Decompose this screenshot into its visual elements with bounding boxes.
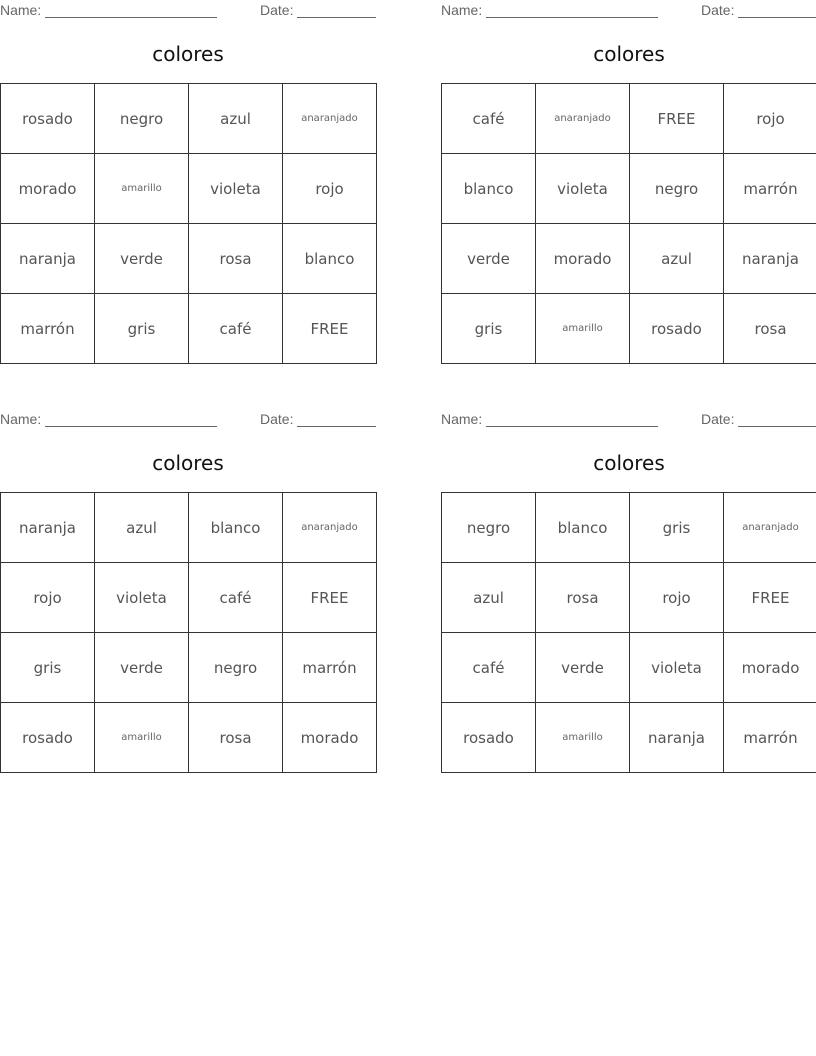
bingo-cell: blanco (442, 154, 536, 224)
bingo-cell: rosa (189, 703, 283, 773)
bingo-grid (441, 83, 816, 364)
grid-row (1, 493, 377, 563)
bingo-grid (0, 492, 377, 773)
bingo-cell: rojo (724, 84, 816, 154)
bingo-cell: morado (536, 224, 630, 294)
bingo-cell: violeta (630, 633, 724, 703)
bingo-cell: azul (442, 563, 536, 633)
grid-row (1, 633, 377, 703)
bingo-cell: marrón (283, 633, 377, 703)
bingo-cell: blanco (189, 493, 283, 563)
bingo-cell: morado (1, 154, 95, 224)
date-label: Date: (260, 411, 294, 427)
bingo-cell: marrón (1, 294, 95, 364)
bingo-cell: violeta (536, 154, 630, 224)
bingo-cell: FREE (630, 84, 724, 154)
bingo-card-1 (0, 0, 376, 372)
bingo-cell: gris (630, 493, 724, 563)
bingo-cell: rosa (724, 294, 816, 364)
bingo-cell: azul (189, 84, 283, 154)
bingo-cell: rosado (1, 703, 95, 773)
grid-row (442, 154, 816, 224)
bingo-cell: anaranjado (536, 84, 630, 154)
bingo-cell: marrón (724, 703, 816, 773)
grid-row (442, 224, 816, 294)
bingo-cell: amarillo (536, 703, 630, 773)
bingo-cell: verde (536, 633, 630, 703)
card-header (0, 411, 376, 429)
bingo-cell: rojo (283, 154, 377, 224)
bingo-card-4 (441, 409, 816, 781)
grid-row (1, 84, 377, 154)
bingo-cell: anaranjado (283, 84, 377, 154)
grid-row (442, 703, 816, 773)
date-label: Date: (260, 2, 294, 18)
date-field[interactable] (297, 426, 376, 427)
bingo-cell: rosado (1, 84, 95, 154)
bingo-cell: negro (95, 84, 189, 154)
bingo-cell: verde (442, 224, 536, 294)
date-field[interactable] (297, 17, 376, 18)
bingo-cell: rosado (442, 703, 536, 773)
bingo-cell: FREE (283, 294, 377, 364)
date-field[interactable] (738, 426, 816, 427)
bingo-cell: gris (1, 633, 95, 703)
grid-row (442, 493, 816, 563)
bingo-cell: café (442, 84, 536, 154)
card-header (0, 2, 376, 20)
name-label: Name: (0, 411, 42, 427)
name-label: Name: (441, 2, 483, 18)
bingo-cell: rojo (630, 563, 724, 633)
grid-row (1, 224, 377, 294)
bingo-cell: rosa (536, 563, 630, 633)
card-title: colores (152, 451, 224, 475)
grid-row (1, 294, 377, 364)
grid-row (442, 294, 816, 364)
bingo-cell: rojo (1, 563, 95, 633)
name-label: Name: (0, 2, 42, 18)
bingo-cell: naranja (1, 224, 95, 294)
bingo-cell: azul (630, 224, 724, 294)
grid-row (1, 154, 377, 224)
bingo-card-2 (441, 0, 816, 372)
date-label: Date: (701, 2, 735, 18)
bingo-cell: verde (95, 224, 189, 294)
bingo-cell: naranja (1, 493, 95, 563)
bingo-cell: amarillo (95, 154, 189, 224)
bingo-cell: negro (630, 154, 724, 224)
bingo-cell: amarillo (536, 294, 630, 364)
grid-row (1, 563, 377, 633)
bingo-cell: morado (283, 703, 377, 773)
bingo-cell: café (442, 633, 536, 703)
bingo-cell: blanco (283, 224, 377, 294)
bingo-cell: gris (95, 294, 189, 364)
grid-row (442, 563, 816, 633)
grid-row (442, 633, 816, 703)
bingo-cell: FREE (283, 563, 377, 633)
bingo-cell: violeta (189, 154, 283, 224)
bingo-cell: naranja (630, 703, 724, 773)
name-field[interactable] (486, 426, 658, 427)
date-label: Date: (701, 411, 735, 427)
date-field[interactable] (738, 17, 816, 18)
name-field[interactable] (45, 426, 217, 427)
bingo-cell: café (189, 294, 283, 364)
bingo-cell: azul (95, 493, 189, 563)
bingo-cell: FREE (724, 563, 816, 633)
bingo-cell: negro (189, 633, 283, 703)
card-title: colores (593, 42, 665, 66)
bingo-cell: rosado (630, 294, 724, 364)
name-field[interactable] (45, 17, 217, 18)
bingo-cell: anaranjado (724, 493, 816, 563)
bingo-cell: anaranjado (283, 493, 377, 563)
bingo-cell: violeta (95, 563, 189, 633)
bingo-cell: marrón (724, 154, 816, 224)
grid-row (442, 84, 816, 154)
bingo-cell: amarillo (95, 703, 189, 773)
bingo-cell: rosa (189, 224, 283, 294)
name-label: Name: (441, 411, 483, 427)
card-title: colores (152, 42, 224, 66)
bingo-card-3 (0, 409, 376, 781)
bingo-grid (441, 492, 816, 773)
name-field[interactable] (486, 17, 658, 18)
card-header (441, 2, 816, 20)
card-title: colores (593, 451, 665, 475)
grid-row (1, 703, 377, 773)
bingo-cell: café (189, 563, 283, 633)
card-header (441, 411, 816, 429)
bingo-cell: gris (442, 294, 536, 364)
bingo-cell: blanco (536, 493, 630, 563)
bingo-grid (0, 83, 377, 364)
bingo-cell: negro (442, 493, 536, 563)
bingo-cell: naranja (724, 224, 816, 294)
bingo-cell: morado (724, 633, 816, 703)
bingo-cell: verde (95, 633, 189, 703)
